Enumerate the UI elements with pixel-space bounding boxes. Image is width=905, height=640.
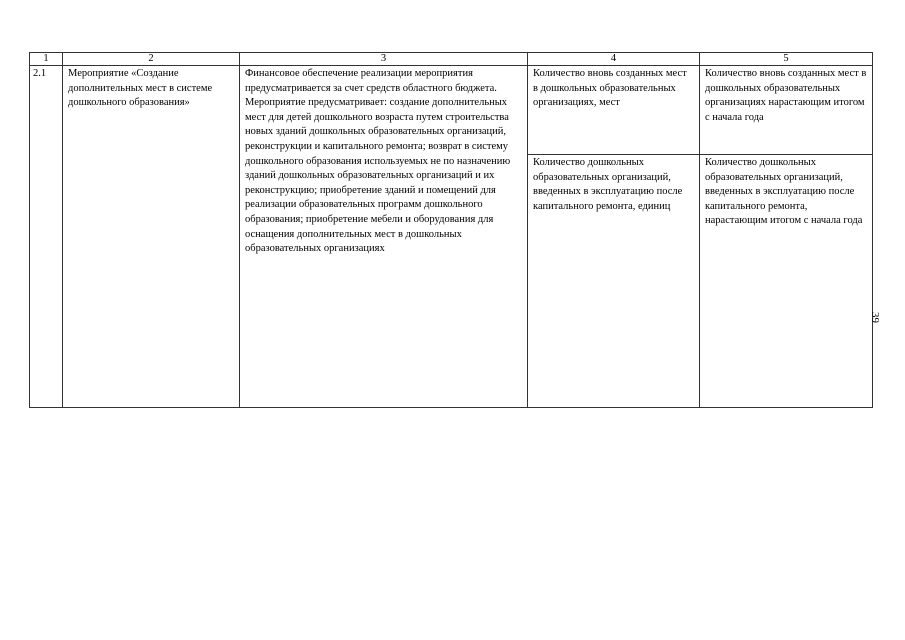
header-cell-2: 2	[63, 53, 240, 66]
header-cell-1: 1	[30, 53, 63, 66]
header-row	[30, 53, 873, 66]
event-description: Финансовое обеспечение реализации мероприятия предусматривается за счет средств областного бюджета. Мероприятие предусматривает: создание дополнительных мест для детей дошкольного возраста путем строительства новых зданий дошкольных образовательных организаций, реконструкции и капитального ремонта; возврат в систему дошкольного образования используемых не по назначению зданий дошкольных образовательных организаций и их реконструкцию; приобретение зданий и помещений для реализации образовательных программ дошкольного образования; приобретение мебели и оборудования для оснащения дополнительных мест в дошкольных образовательных организациях	[240, 66, 528, 408]
header-cell-3: 3	[240, 53, 528, 66]
table-row	[30, 66, 873, 155]
indicator-1-cumulative: Количество вновь созданных мест в дошкольных образовательных организациях нарастающим итогом с начала года	[700, 66, 873, 155]
header-cell-4: 4	[528, 53, 700, 66]
page-number: 39	[869, 312, 881, 323]
header-cell-5: 5	[700, 53, 873, 66]
indicator-2-unit: Количество дошкольных образовательных организаций, введенных в эксплуатацию после капитального ремонта, единиц	[528, 155, 700, 408]
event-name: Мероприятие «Создание дополнительных мест в системе дошкольного образования»	[63, 66, 240, 408]
indicators-table	[29, 52, 873, 408]
row-number: 2.1	[30, 66, 63, 408]
indicator-2-cumulative: Количество дошкольных образовательных организаций, введенных в эксплуатацию после капитального ремонта, нарастающим итогом с начала года	[700, 155, 873, 408]
indicator-1-unit: Количество вновь созданных мест в дошкольных образовательных организациях, мест	[528, 66, 700, 155]
